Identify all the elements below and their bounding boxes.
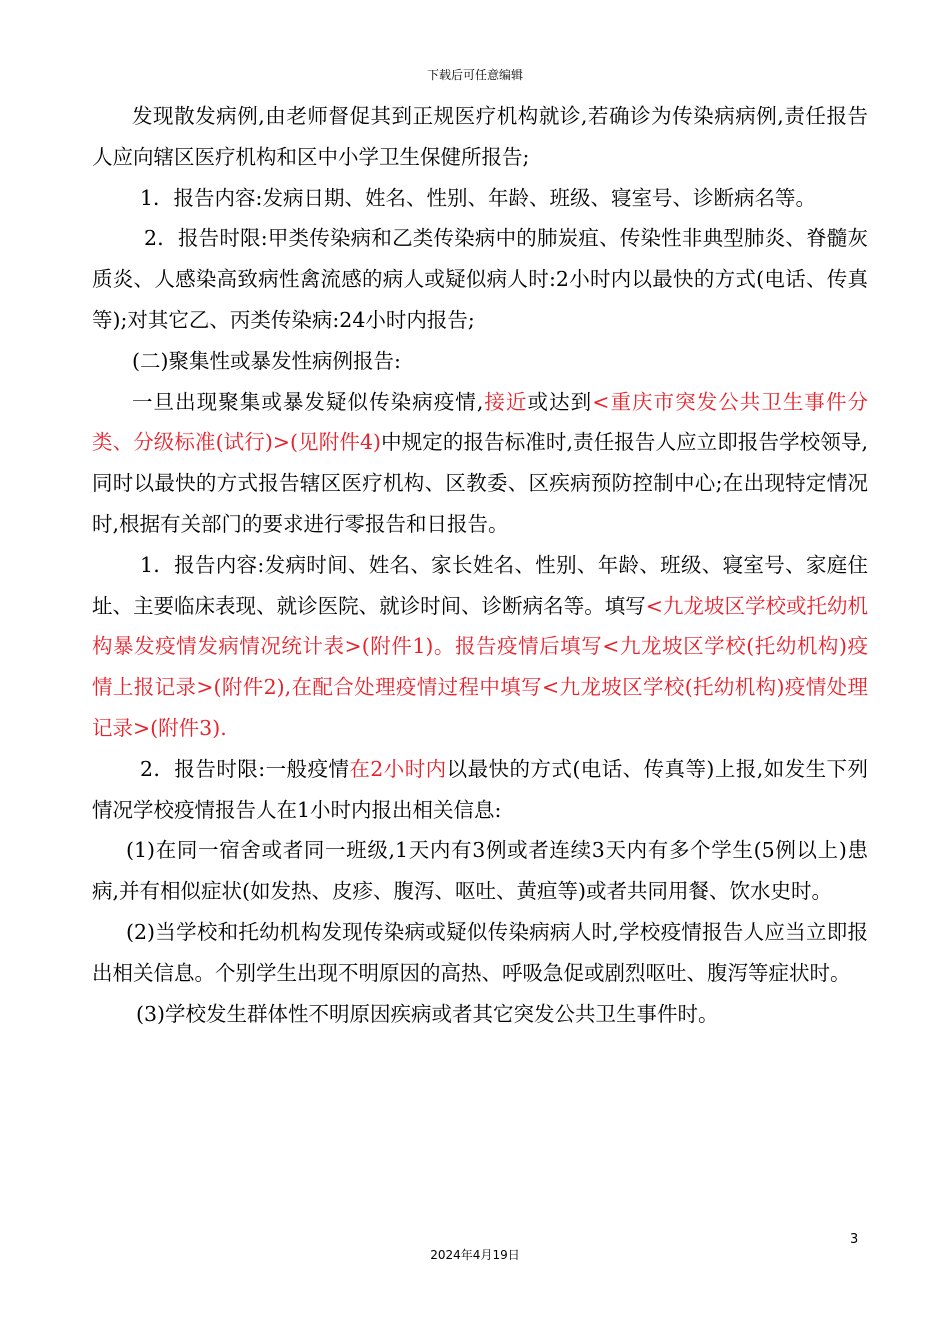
paragraph-3-text: 2．报告时限:甲类传染病和乙类传染病中的肺炭疽、传染性非典型肺炎、脊髓灰质炎、人感染高致病性禽流感的病人或疑似病人时:2小时内以最快的方式(电话、传真等);对其它乙、丙类传染病:24小时内报告; <box>92 226 868 332</box>
page-footer-date: 2024年4月19日 <box>430 1248 520 1262</box>
paragraph-7-text-b: 以最快的方式(电话、传真等)上报,如发生下列情况学校疫情报告人在1小时内报出相关信息: <box>92 756 869 822</box>
paragraph-5 <box>92 382 868 545</box>
paragraph-5-text-a: 一旦出现聚集或暴发疑似传染病疫情, <box>132 389 484 414</box>
paragraph-7-highlight: 在2小时内 <box>349 756 447 781</box>
paragraph-5-highlight-a: 接近 <box>483 389 528 414</box>
page-header: 下载后可任意编辑 <box>426 68 523 82</box>
paragraph-5-text-c: 中规定的报告标准时,责任报告人应立即报告学校领导,同时以最快的方式报告辖区医疗机构、区教委、区疾病预防控制中心;在出现特定情况时,根据有关部门的要求进行零报告和日报告。 <box>92 430 868 536</box>
paragraph-9 <box>92 912 868 994</box>
paragraph-6 <box>92 545 868 749</box>
paragraph-3 <box>92 218 868 340</box>
paragraph-9-text: (2)当学校和托幼机构发现传染病或疑似传染病病人时,学校疫情报告人应当立即报出相关信息。个别学生出现不明原因的高热、呼吸急促或剧烈呕吐、腹泻等症状时。 <box>92 919 868 985</box>
paragraph-8 <box>92 830 868 912</box>
paragraph-5-text-b: 或达到 <box>527 389 593 414</box>
document-body <box>92 96 868 1034</box>
paragraph-2 <box>92 178 868 219</box>
paragraph-1-text: 发现散发病例,由老师督促其到正规医疗机构就诊,若确诊为传染病病例,责任报告人应向辖区医疗机构和区中小学卫生保健所报告; <box>92 104 868 169</box>
paragraph-7 <box>92 749 868 831</box>
page-number: 3 <box>850 1232 859 1247</box>
paragraph-6-text: 1．报告内容:发病时间、姓名、家长姓名、性别、年龄、班级、寝室号、家庭住址、主要临床表现、就诊医院、就诊时间、诊断病名等。填写 <box>92 552 868 618</box>
paragraph-8-text: (1)在同一宿舍或者同一班级,1天内有3例或者连续3天内有多个学生(5例以上)患病,并有相似症状(如发热、皮疹、腹泻、呕吐、黄疸等)或者共同用餐、饮水史时。 <box>92 838 868 904</box>
paragraph-2-text: 1．报告内容:发病日期、姓名、性别、年龄、班级、寝室号、诊断病名等。 <box>140 185 816 210</box>
paragraph-5-highlight-b: <重庆市突发公共卫生事件分类、分级标准(试行)>(见附件4) <box>92 389 869 455</box>
paragraph-4-text: (二)聚集性或暴发性病例报告: <box>132 348 401 373</box>
paragraph-10-text: (3)学校发生群体性不明原因疾病或者其它突发公共卫生事件时。 <box>136 1001 719 1026</box>
paragraph-4 <box>92 341 868 382</box>
paragraph-1 <box>92 96 868 178</box>
paragraph-10 <box>92 994 868 1035</box>
paragraph-6-highlight: <九龙坡区学校或托幼机构暴发疫情发病情况统计表>(附件1)。报告疫情后填写<九龙坡区学校(托幼机构)疫情上报记录>(附件2),在配合处理疫情过程中填写<九龙坡区学校(托幼机构)疫情处理记录>(附件3). <box>92 593 868 740</box>
paragraph-7-text-a: 2．报告时限:一般疫情 <box>140 756 350 781</box>
